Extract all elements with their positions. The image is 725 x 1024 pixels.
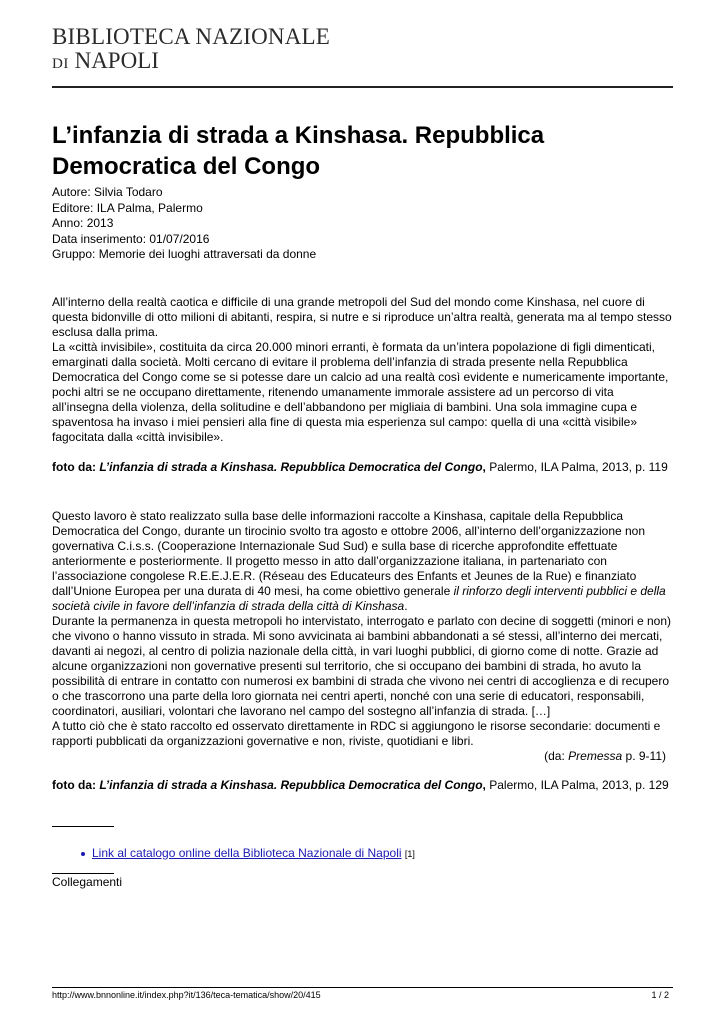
footer-divider: [52, 987, 673, 988]
intro-section: [52, 295, 672, 445]
preface-section: [52, 509, 672, 764]
links-list: [92, 846, 672, 862]
paragraph: [52, 509, 672, 614]
header-divider: [52, 86, 673, 88]
meta-publisher: Editore: ILA Palma, Palermo: [52, 200, 203, 215]
logo-line-2: [52, 49, 330, 76]
paragraph: All’interno della realtà caotica e difficile di una grande metropoli del Sud del mondo come Kinshasa, nel cuore di questa bidonville di otto milioni di abitanti, respira, si nutre e si riproduce un’altra realtà, generata ma al tempo stesso esclusa dalla prima.: [52, 294, 672, 339]
link-reference: [1]: [404, 848, 415, 859]
caption-comma: ,: [482, 459, 486, 474]
caption-label: foto da:: [52, 459, 96, 474]
catalog-link[interactable]: Link al catalogo online della Biblioteca Nazionale di Napoli: [92, 845, 402, 860]
attribution-pre: (da:: [544, 748, 569, 763]
logo-napoli: NAPOLI: [74, 48, 159, 73]
paragraph-text: Questo lavoro è stato realizzato sulla base delle informazioni raccolte a Kinshasa, capitale della Repubblica Democratica del Congo, durante un tirocinio svolto tra agosto e ottobre 2006, all’interno dell’organizzazione non governativa C.i.s.s. (Cooperazione Internazionale Sud Sud) e sulla base di ricerche approfondite effettuate anteriormente e posteriormente. Il progetto messo in atto dall’organizzazione italiana, in partenariato con l’associazione congolese R.E.E.J.E.R. (Réseau des Educateurs des Enfants et Jeunes de la Rue) e finanziato dall’Unione Europea per una durata di 40 mesi, ha come obiettivo generale: [52, 508, 646, 598]
source-attribution: [52, 749, 672, 764]
page-number: 1 / 2: [651, 990, 669, 1000]
logo-line-1: BIBLIOTECA NAZIONALE: [52, 24, 331, 49]
logo-di: DI: [52, 56, 69, 72]
paragraph: La «città invisibile», costituita da circa 20.000 minori erranti, è formata da un’intera popolazione di figli dimenticati, emarginati dalla società. Molti cercano di evitare il problema dell’infanzia di strada presente nella Repubblica Democratica del Congo come se si potesse dare un calcio ad una realtà così evidente e numericamente importante, pochi altri se ne occupano direttamente, ritenendo umanamente immorale assistere ad un percorso di vita all’insegna della violenza, della solitudine e dell’abbandono per migliaia di bambini. Una sola immagine cupa e spaventosa ha invaso i miei pensieri alla fine di questa mia esperienza sul campo: quella di una «città visibile» fagocitata dalla «città invisibile».: [52, 339, 669, 444]
meta-author: Autore: Silvia Todaro: [52, 185, 163, 199]
caption-label: foto da:: [52, 777, 96, 792]
paragraph: A tutto ciò che è stato raccolto ed osservato direttamente in RDC si aggiungono le risorse secondarie: documenti e rapporti pubblicati da organizzazioni governative e non, riviste, quotidiani e libri.: [52, 718, 661, 748]
attribution-source: Premessa: [568, 748, 623, 763]
photo-caption: [52, 460, 672, 475]
collegamenti-heading: Collegamenti: [52, 874, 123, 889]
attribution-pages: p. 9-11): [622, 748, 666, 763]
footnote-divider: [52, 826, 114, 827]
footer-url: http://www.bnnonline.it/index.php?it/136/teca-tematica/show/20/415: [52, 990, 321, 1000]
page-title: L’infanzia di strada a Kinshasa. Repubblica Democratica del Congo: [52, 122, 545, 180]
meta-date-added: Data inserimento: 01/07/2016: [52, 231, 210, 246]
caption-details: Palermo, ILA Palma, 2013, p. 119: [485, 459, 668, 474]
list-item: [92, 846, 672, 862]
paragraph-end: .: [404, 598, 408, 613]
caption-title: L’infanzia di strada a Kinshasa. Repubblica Democratica del Congo: [99, 777, 483, 792]
footnote-divider: [52, 873, 114, 874]
photo-caption: [52, 778, 672, 793]
caption-comma: ,: [482, 777, 486, 792]
meta-year: Anno: 2013: [52, 216, 114, 230]
paragraph: Durante la permanenza in questa metropoli ho intervistato, interrogato e parlato con decine di soggetti (minori e non) che vivono o hanno vissuto in strada. Mi sono avvicinata ai bambini abbandonati a sé stessi, all’interno dei mercati, davanti ai negozi, al centro di polizia nazionale della città, in vari luoghi pubblici, di giorno come di notte. Grazie ad alcune organizzazioni non governative presenti sul territorio, che si occupano dei bambini di strada, ho avuto la possibilità di entrare in contatto con numerosi ex bambini di strada che vivono nei centri di accoglienza e di recupero o che trascorrono una parte della loro giornata nei centri aperti, nonché con una serie di educatori, responsabili, coordinatori, ausiliari, volontari che lavorano nel campo del sostegno all’infanzia di strada. […]: [52, 613, 672, 718]
article-meta: [52, 185, 672, 263]
paragraph-italic: il rinforzo degli interventi pubblici e della società civile in favore dell’infanzia di strada della città di Kinshasa: [52, 583, 666, 613]
caption-details: Palermo, ILA Palma, 2013, p. 129: [485, 777, 669, 792]
site-logo[interactable]: [52, 25, 330, 76]
caption-title: L’infanzia di strada a Kinshasa. Repubblica Democratica del Congo: [99, 459, 483, 474]
article: [52, 120, 672, 890]
meta-group: Gruppo: Memorie dei luoghi attraversati da donne: [52, 247, 317, 261]
